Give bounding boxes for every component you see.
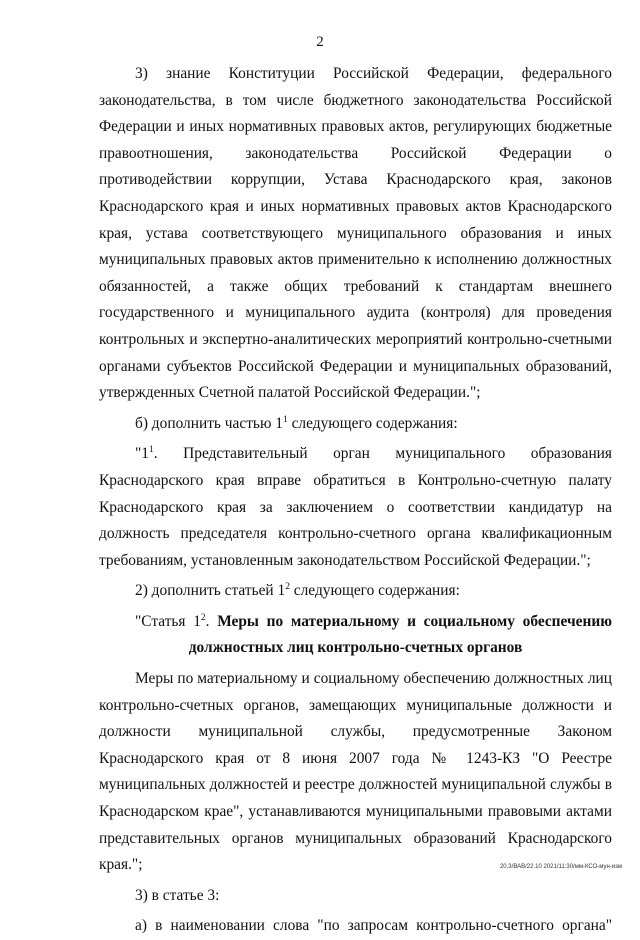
article-title-line-1: Меры по материальному и социальному обеспечению bbox=[217, 612, 613, 630]
superscript: 1 bbox=[283, 414, 288, 425]
paragraph-a: а) в наименовании слова "по запросам контрольно-счетного органа" bbox=[135, 917, 612, 935]
article-title-line-2: должностных лиц контрольно-счетных органов bbox=[188, 639, 523, 657]
paragraph-item-3: 3) знание Конституции Российской Федерации, федерального законодательства, в том числе бюджетного законодательства Российской Федерации и иных нормативных правовых актов, регулирующих бюджетные правоотношения, законодательства Российской Федерации о противодействии коррупции, Устава Краснодарского края, законов Краснодарского края и иных нормативных правовых актов Краснодарского края, устава соответствующего муниципального образования и иных муниципальных правовых актов применительно к исполнению должностных обязанностей, а также общих требований к стандартам внешнего государственного и муниципального аудита (контроля) для проведения контрольных и экспертно-аналитических мероприятий контрольно-счетными органами субъектов Российской Федерации и муниципальных образований, утвержденных Счетной палатой Российской Федерации."; bbox=[99, 65, 612, 402]
paragraph-b-text: б) дополнить частью 1 bbox=[135, 414, 283, 432]
quote-text: "1 bbox=[135, 445, 149, 463]
paragraph-quote-part-1-1 bbox=[99, 441, 612, 574]
document-body bbox=[99, 61, 612, 940]
quote-text-rest: . Представительный орган муниципального образования Краснодарского края вправе обратиться в Контрольно-счетную палату Краснодарского края за заключением о соответствии кандидатур на должность председателя контрольно-счетного органа квалификационным требованиям, установленным законодательством Российской Федерации."; bbox=[99, 445, 612, 569]
superscript: 2 bbox=[285, 582, 290, 593]
article-heading bbox=[99, 609, 612, 636]
article-prefix: "Статья 1 bbox=[135, 612, 201, 630]
paragraph-b-text-rest: следующего содержания: bbox=[287, 414, 458, 432]
paragraph-2 bbox=[99, 578, 612, 605]
paragraph-2-text: 2) дополнить статьей 1 bbox=[135, 582, 286, 600]
superscript: 2 bbox=[200, 612, 206, 623]
article-dot: . bbox=[205, 612, 218, 630]
paragraph-2-text-rest: следующего содержания: bbox=[289, 582, 460, 600]
superscript: 1 bbox=[148, 445, 154, 456]
paragraph-measures: Меры по материальному и социальному обеспечению должностных лиц контрольно-счетных органов, замещающих муниципальные должности и должности муниципальной службы, предусмотренные Законом Краснодарского края от 8 июня 2007 года № 1243-КЗ "О Реестре муниципальных должностей и реестре должностей муниципальной службы в Краснодарском крае", устанавливаются муниципальными правовыми актами представительных органов муниципальных образований Краснодарского края."; bbox=[99, 670, 612, 874]
document-footer-code: 20.3/ВАВ/22.10 2021/11:30/мм-КСО-мун-изм bbox=[499, 864, 622, 870]
paragraph-b bbox=[99, 411, 612, 438]
page-number: 2 bbox=[316, 34, 324, 50]
paragraph-3: 3) в статье 3: bbox=[135, 886, 220, 904]
